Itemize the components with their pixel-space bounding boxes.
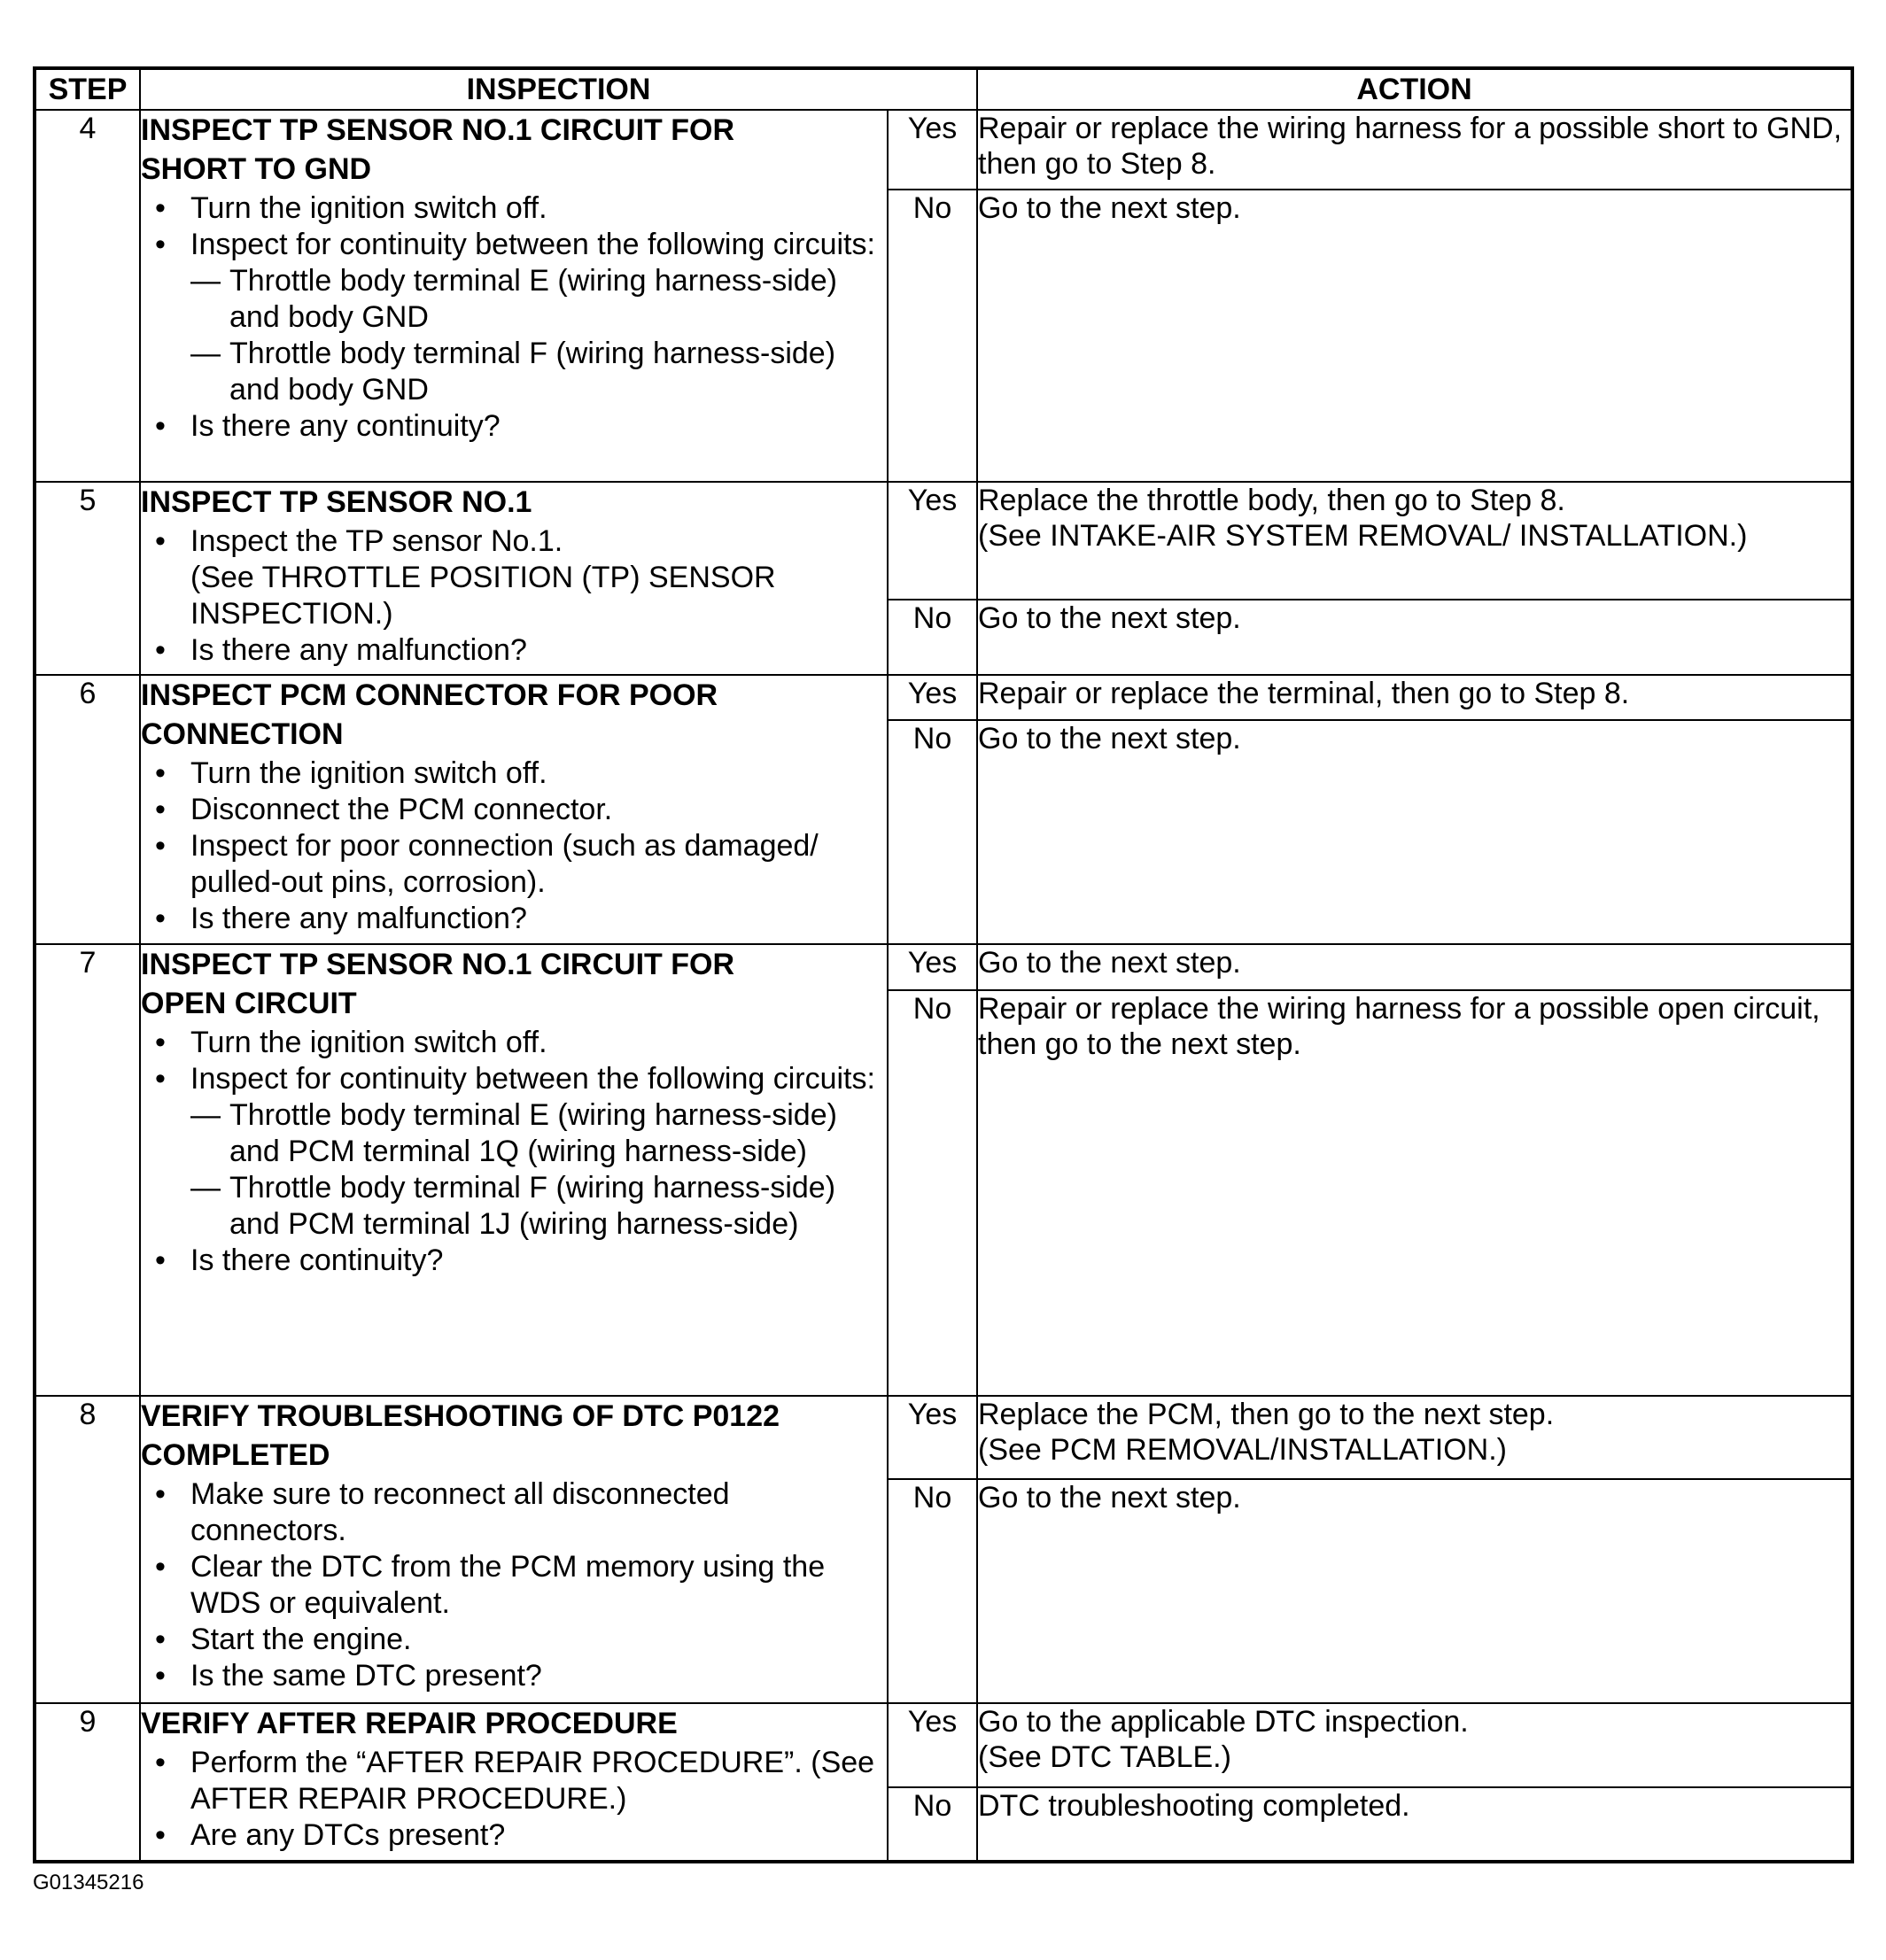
sub-item: — Throttle body terminal F (wiring harness-side) and PCM terminal 1J (wiring harness-side) bbox=[190, 1170, 887, 1243]
yes-action: Repair or replace the terminal, then go to Step 8. bbox=[977, 675, 1852, 720]
header-step: STEP bbox=[35, 68, 140, 110]
yes-label: Yes bbox=[888, 944, 977, 990]
inspection-title bbox=[141, 676, 887, 754]
no-action: Go to the next step. bbox=[977, 720, 1852, 944]
inspection-title-line: CONNECTION bbox=[141, 717, 344, 751]
bullet-reference: (See THROTTLE POSITION (TP) SENSOR INSPECTION.) bbox=[190, 561, 776, 631]
yes-action bbox=[977, 482, 1852, 600]
inspection-bullets bbox=[141, 755, 887, 937]
table-row bbox=[35, 1396, 1852, 1479]
bullet-item: • Inspect for poor connection (such as damaged/ pulled-out pins, corrosion). bbox=[141, 828, 887, 901]
bullet-item: • Turn the ignition switch off. bbox=[141, 190, 887, 227]
yes-action bbox=[977, 1396, 1852, 1479]
header-row bbox=[35, 68, 1852, 110]
inspection-title-line: COMPLETED bbox=[141, 1438, 330, 1472]
no-action: Go to the next step. bbox=[977, 190, 1852, 482]
yes-label: Yes bbox=[888, 1396, 977, 1479]
step-number: 4 bbox=[35, 110, 140, 482]
yes-action bbox=[977, 1703, 1852, 1787]
bullet-item bbox=[141, 227, 887, 408]
table-row bbox=[35, 482, 1852, 600]
inspection-cell bbox=[140, 1396, 888, 1703]
inspection-title-line: VERIFY TROUBLESHOOTING OF DTC P0122 bbox=[141, 1399, 780, 1433]
inspection-bullets bbox=[141, 1025, 887, 1279]
table-row bbox=[35, 1703, 1852, 1787]
yes-label: Yes bbox=[888, 110, 977, 190]
inspection-title-line: VERIFY AFTER REPAIR PROCEDURE bbox=[141, 1707, 678, 1740]
yes-label: Yes bbox=[888, 482, 977, 600]
bullet-item: • Is the same DTC present? bbox=[141, 1658, 887, 1694]
inspection-bullets bbox=[141, 523, 887, 669]
inspection-cell bbox=[140, 482, 888, 675]
bullet-item: • Disconnect the PCM connector. bbox=[141, 792, 887, 828]
step-number: 8 bbox=[35, 1396, 140, 1703]
yes-action-line: (See INTAKE-AIR SYSTEM REMOVAL/ INSTALLATION.) bbox=[978, 519, 1748, 553]
bullet-item bbox=[141, 523, 887, 632]
yes-action-line: Go to the applicable DTC inspection. bbox=[978, 1705, 1469, 1739]
bullet-item: • Is there any continuity? bbox=[141, 408, 887, 445]
inspection-title-line: INSPECT PCM CONNECTOR FOR POOR bbox=[141, 678, 718, 712]
inspection-title bbox=[141, 483, 887, 522]
inspection-title-line: SHORT TO GND bbox=[141, 152, 372, 186]
inspection-cell bbox=[140, 1703, 888, 1862]
inspection-title-line: INSPECT TP SENSOR NO.1 CIRCUIT FOR bbox=[141, 113, 735, 147]
yes-action-line: Replace the PCM, then go to the next step. bbox=[978, 1398, 1555, 1431]
header-action: ACTION bbox=[977, 68, 1852, 110]
yes-label: Yes bbox=[888, 1703, 977, 1787]
yes-action-line: Replace the throttle body, then go to Step 8. bbox=[978, 484, 1565, 517]
inspection-title bbox=[141, 111, 887, 189]
no-label: No bbox=[888, 1787, 977, 1862]
bullet-text: Inspect for continuity between the following circuits: bbox=[190, 228, 875, 261]
step-number: 7 bbox=[35, 944, 140, 1396]
sub-item: — Throttle body terminal E (wiring harness-side) and PCM terminal 1Q (wiring harness-side) bbox=[190, 1097, 887, 1170]
no-label: No bbox=[888, 720, 977, 944]
bullet-item: • Make sure to reconnect all disconnected connectors. bbox=[141, 1476, 887, 1549]
inspection-bullets bbox=[141, 190, 887, 445]
bullet-item: • Is there any malfunction? bbox=[141, 901, 887, 937]
bullet-item: • Is there any malfunction? bbox=[141, 632, 887, 669]
troubleshooting-table bbox=[33, 66, 1854, 1863]
inspection-title bbox=[141, 1704, 887, 1743]
inspection-cell bbox=[140, 944, 888, 1396]
bullet-item: • Is there continuity? bbox=[141, 1243, 887, 1279]
step-number: 6 bbox=[35, 675, 140, 944]
yes-action-line: (See PCM REMOVAL/INSTALLATION.) bbox=[978, 1433, 1508, 1467]
no-action: DTC troubleshooting completed. bbox=[977, 1787, 1852, 1862]
bullet-item: • Start the engine. bbox=[141, 1622, 887, 1658]
yes-action: Repair or replace the wiring harness for a possible short to GND, then go to Step 8. bbox=[977, 110, 1852, 190]
inspection-bullets bbox=[141, 1745, 887, 1854]
inspection-title-line: INSPECT TP SENSOR NO.1 CIRCUIT FOR bbox=[141, 948, 735, 981]
table-row bbox=[35, 944, 1852, 990]
step-number: 5 bbox=[35, 482, 140, 675]
no-label: No bbox=[888, 600, 977, 675]
yes-label: Yes bbox=[888, 675, 977, 720]
bullet-item: • Turn the ignition switch off. bbox=[141, 755, 887, 792]
yes-action-line: (See DTC TABLE.) bbox=[978, 1740, 1231, 1774]
table-row bbox=[35, 675, 1852, 720]
bullet-item bbox=[141, 1061, 887, 1243]
bullet-item: • Clear the DTC from the PCM memory using the WDS or equivalent. bbox=[141, 1549, 887, 1622]
no-action: Repair or replace the wiring harness for a possible open circuit, then go to the next step. bbox=[977, 990, 1852, 1396]
no-label: No bbox=[888, 1479, 977, 1703]
figure-id: G01345216 bbox=[33, 1871, 144, 1894]
bullet-text: • Inspect the TP sensor No.1. bbox=[190, 524, 563, 558]
inspection-cell bbox=[140, 110, 888, 482]
sub-list bbox=[190, 263, 887, 408]
inspection-title-line: INSPECT TP SENSOR NO.1 bbox=[141, 485, 532, 519]
sub-item: — Throttle body terminal E (wiring harness-side) and body GND bbox=[190, 263, 887, 336]
yes-action: Go to the next step. bbox=[977, 944, 1852, 990]
sub-item: — Throttle body terminal F (wiring harness-side) and body GND bbox=[190, 336, 887, 408]
no-label: No bbox=[888, 190, 977, 482]
bullet-item: • Turn the ignition switch off. bbox=[141, 1025, 887, 1061]
inspection-title-line: OPEN CIRCUIT bbox=[141, 987, 357, 1020]
no-label: No bbox=[888, 990, 977, 1396]
table-row bbox=[35, 110, 1852, 190]
step-number: 9 bbox=[35, 1703, 140, 1862]
no-action: Go to the next step. bbox=[977, 600, 1852, 675]
bullet-item: • Perform the “AFTER REPAIR PROCEDURE”. (See AFTER REPAIR PROCEDURE.) bbox=[141, 1745, 887, 1817]
inspection-title bbox=[141, 945, 887, 1023]
sub-list bbox=[190, 1097, 887, 1243]
inspection-bullets bbox=[141, 1476, 887, 1694]
header-inspection: INSPECTION bbox=[140, 68, 977, 110]
bullet-text: Inspect for continuity between the following circuits: bbox=[190, 1062, 875, 1096]
inspection-cell bbox=[140, 675, 888, 944]
no-action: Go to the next step. bbox=[977, 1479, 1852, 1703]
bullet-item: • Are any DTCs present? bbox=[141, 1817, 887, 1854]
inspection-title bbox=[141, 1397, 887, 1475]
